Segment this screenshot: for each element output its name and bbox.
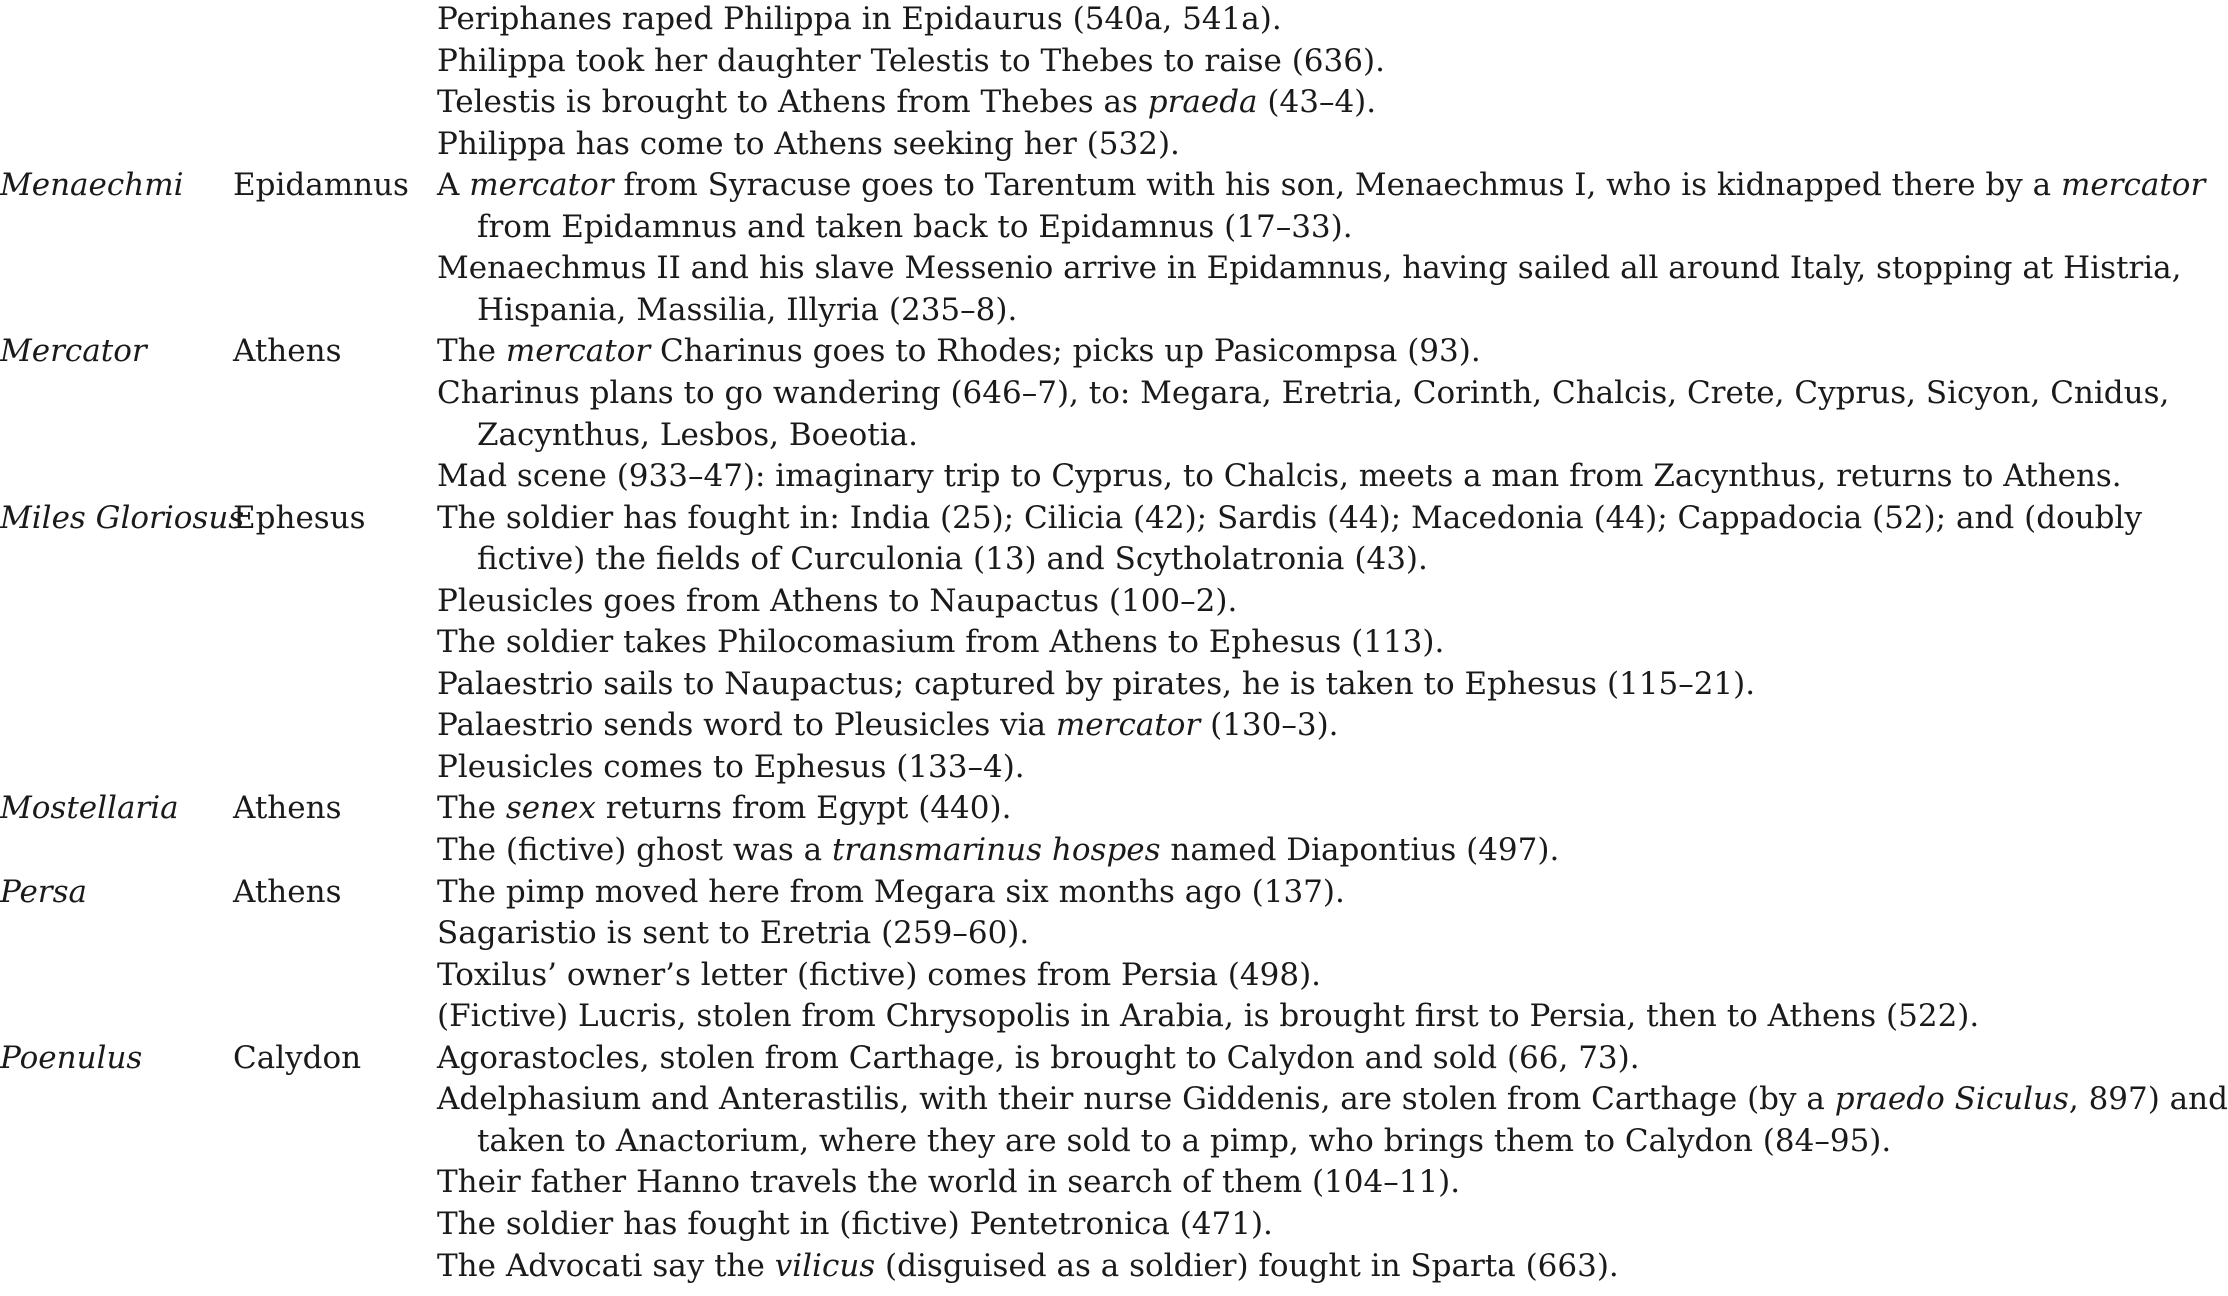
latin-term: praeda — [1147, 84, 1258, 121]
event-text: returns from Egypt (440). — [595, 790, 1012, 827]
event-line — [437, 995, 1979, 1037]
event-text: Menaechmus II and his slave Messenio arrive in Epidamnus, having sailed all around Italy, stopping at Histria, — [437, 250, 2182, 287]
event-text: Their father Hanno travels the world in search of them (104–11). — [437, 1164, 1461, 1201]
event-line — [437, 497, 2142, 539]
event-text: The — [437, 333, 506, 370]
event-text: Hispania, Massilia, Illyria (235–8). — [477, 291, 1018, 328]
event-text: Adelphasium and Anterastilis, with their nurse Giddenis, are stolen from Carthage (by a — [437, 1081, 1835, 1118]
latin-term: mercator — [2060, 167, 2206, 204]
event-line — [437, 954, 1321, 996]
event-text: A — [437, 167, 470, 204]
event-text: Charinus plans to go wandering (646–7), to: Megara, Eretria, Corinth, Chalcis, Crete, Cyprus, Sicyon, Cnidus, — [437, 374, 2170, 411]
play-setting: Epidamnus — [233, 167, 409, 204]
event-line — [437, 787, 1011, 829]
event-text: The (fictive) ghost was a — [437, 832, 832, 868]
event-text: Pleusicles goes from Athens to Naupactus (100–2). — [437, 582, 1238, 619]
latin-term: mercator — [505, 333, 651, 370]
event-text: fictive) the fields of Curculonia (13) and Scytholatronia (43). — [477, 541, 1428, 578]
event-line — [437, 621, 1444, 663]
event-line — [477, 206, 1353, 248]
event-line — [437, 123, 1180, 165]
play-setting: Athens — [233, 333, 342, 370]
event-line — [437, 746, 1025, 788]
event-line — [437, 0, 1282, 40]
play-title: Menaechmi — [0, 167, 184, 204]
latin-term: mercator — [1055, 707, 1201, 744]
event-line — [437, 1245, 1619, 1287]
event-text: from Syracuse goes to Tarentum with his son, Menaechmus I, who is kidnapped there by a — [613, 167, 2061, 204]
event-text: Philippa has come to Athens seeking her (532). — [437, 125, 1180, 162]
event-text: Pleusicles comes to Ephesus (133–4). — [437, 748, 1025, 785]
event-line — [437, 81, 1376, 123]
event-line — [437, 372, 2169, 414]
event-line — [437, 1203, 1273, 1245]
event-text: taken to Anactorium, where they are sold to a pimp, who brings them to Calydon (84–95). — [477, 1122, 1892, 1159]
event-text: Mad scene (933–47): imaginary trip to Cyprus, to Chalcis, meets a man from Zacynthus, returns to Athens. — [437, 458, 2122, 494]
event-line — [477, 289, 1017, 331]
event-text: named Diapontius (497). — [1160, 832, 1560, 868]
event-line — [437, 871, 1345, 913]
event-text: Periphanes raped Philippa in Epidaurus (540a, 541a). — [437, 1, 1282, 37]
event-line — [437, 912, 1029, 954]
play-setting: Ephesus — [233, 499, 366, 536]
event-text: Zacynthus, Lesbos, Boeotia. — [477, 416, 918, 453]
event-text: Sagaristio is sent to Eretria (259–60). — [437, 915, 1030, 952]
event-line — [437, 1078, 2228, 1120]
play-title: Mostellaria — [0, 790, 179, 827]
event-text: Toxilus’ owner’s letter (fictive) comes from Persia (498). — [437, 956, 1322, 993]
event-line — [437, 247, 2182, 289]
event-text: The — [437, 790, 506, 827]
event-line — [437, 829, 1559, 871]
event-line — [437, 40, 1385, 82]
event-text: (Fictive) Lucris, stolen from Chrysopolis in Arabia, is brought first to Persia, then to Athens (522). — [437, 998, 1980, 1035]
event-text: The soldier has fought in (fictive) Pentetronica (471). — [437, 1205, 1273, 1242]
event-text: The Advocati say the — [437, 1247, 775, 1284]
event-line — [437, 1161, 1460, 1203]
event-text: Palaestrio sails to Naupactus; captured by pirates, he is taken to Ephesus (115–21). — [437, 665, 1756, 702]
event-text: from Epidamnus and taken back to Epidamnus (17–33). — [477, 208, 1353, 245]
event-line — [437, 1037, 1640, 1079]
event-line — [437, 455, 2122, 497]
play-title: Mercator — [0, 333, 147, 370]
event-text: , 897) and — [2068, 1081, 2228, 1118]
latin-term: vilicus — [774, 1247, 876, 1284]
event-line — [437, 580, 1237, 622]
event-text: The soldier takes Philocomasium from Athens to Ephesus (113). — [437, 624, 1445, 661]
event-text: (43–4). — [1257, 84, 1377, 121]
event-text: Philippa took her daughter Telestis to Thebes to raise (636). — [437, 42, 1385, 79]
latin-term: senex — [505, 790, 596, 827]
event-line — [477, 414, 918, 456]
play-setting: Athens — [233, 873, 342, 910]
play-title: Poenulus — [0, 1039, 143, 1076]
event-line — [437, 330, 1481, 372]
play-setting: Athens — [233, 790, 342, 827]
event-text: (disguised as a soldier) fought in Sparta (663). — [875, 1247, 1619, 1284]
event-text: Telestis is brought to Athens from Thebes as — [437, 84, 1148, 121]
latin-term: mercator — [469, 167, 614, 204]
event-line — [477, 538, 1428, 580]
event-text: Palaestrio sends word to Pleusicles via — [437, 707, 1056, 744]
play-title: Miles Gloriosus — [0, 499, 245, 536]
event-text: The soldier has fought in: India (25); Cilicia (42); Sardis (44); Macedonia (44); Cappadocia (52); and (doubly — [437, 499, 2142, 536]
event-text: Agorastocles, stolen from Carthage, is brought to Calydon and sold (66, 73). — [437, 1039, 1640, 1076]
event-text: Charinus goes to Rhodes; picks up Pasicompsa (93). — [650, 333, 1481, 370]
event-line — [437, 164, 2205, 206]
play-title: Persa — [0, 873, 88, 910]
event-line — [477, 1120, 1891, 1162]
play-setting: Calydon — [233, 1039, 362, 1076]
event-text: (130–3). — [1200, 707, 1339, 744]
event-line — [437, 704, 1339, 746]
event-line — [437, 663, 1755, 705]
latin-term: transmarinus hospes — [831, 832, 1161, 868]
latin-term: praedo Siculus — [1834, 1081, 2069, 1118]
event-text: The pimp moved here from Megara six months ago (137). — [437, 873, 1345, 910]
